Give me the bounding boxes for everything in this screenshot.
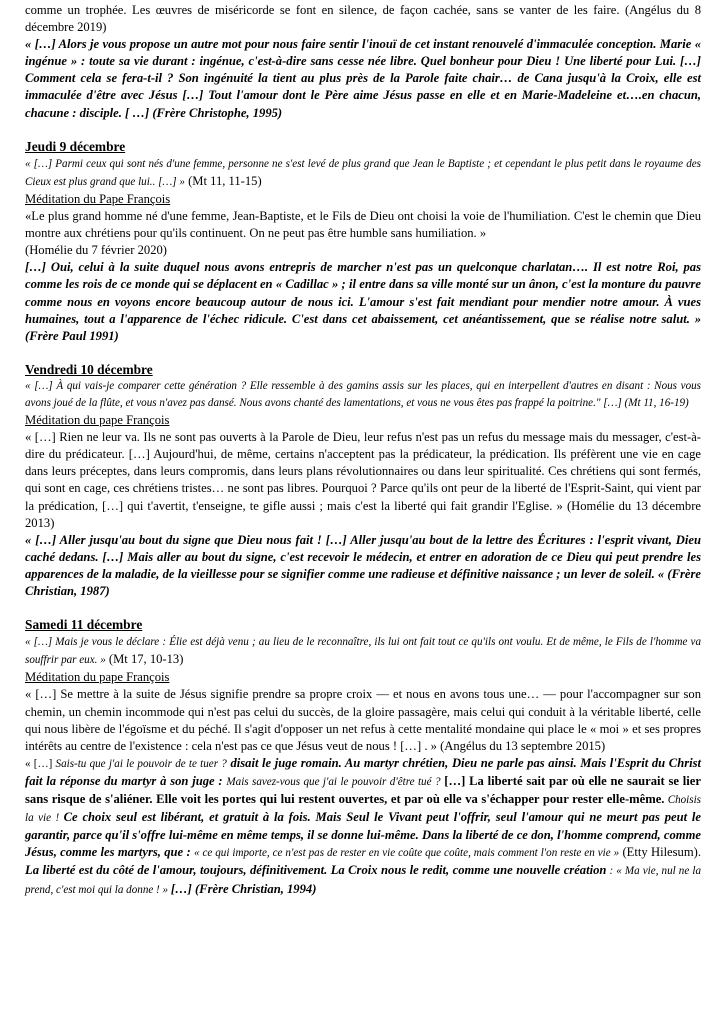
etty-reference: (Etty Hilesum). (619, 845, 701, 860)
meditation-label: Méditation du pape François (25, 670, 170, 685)
gospel-text: « […] Parmi ceux qui sont nés d'une femme, personne ne s'est levé de plus grand que Jean le Baptiste ; et cependant le plus petit dans le royaume des Cieux est plus grand que lui.. […] » (25, 157, 701, 188)
section-jeudi (25, 138, 701, 345)
gospel-reference: (Mt 17, 10-13) (105, 652, 184, 667)
pope-quote-reference: (Homélie du 7 février 2020) (25, 243, 167, 258)
gospel-excerpt (25, 633, 701, 669)
spacer (25, 345, 701, 361)
section-samedi (25, 616, 701, 899)
brother-quote (25, 755, 701, 899)
brother-quote: […] Oui, celui à la suite duquel nous avons entrepris de marcher n'est pas un quelconque charlatan…. Il est notre Roi, pas comme les rois de ce monde qui se déplacent en « Cadillac » ; il entre dans sa ville monté sur un ânon, c'est la monture du pauvre comme nous en voyons encore beaucoup autour de nous ici. L'amour s'est fait mendiant pour mendier notre amour. À vues humaines, tout a l'apparence de l'échec ridicule. C'est dans cet abaissement, cet anéantissement, que se réalise notre salut. » (Frère Paul 1991) (25, 260, 701, 343)
gospel-text: « […] Mais je vous le déclare : Élie est déjà venu ; au lieu de le reconnaître, ils lui ont fait tout ce qu'ils ont voulu. Et de même, le Fils de l'homme va souffrir par eux. » (25, 636, 701, 667)
martyr-answer: Mais savez-vous que j'ai le pouvoir d'être tué ? (226, 775, 441, 788)
brother-text: La liberté sait par où elle ne saurait se lier sans risque de s'aliéner. Elle voit les portes qui lui restent ouvertes, et par où elle va s'échapper pour rester elle-même. (25, 773, 701, 807)
brother-text: Ce choix seul est libérant, et gratuit à la fois. Mais Seul le Vivant peut l'offrir, seul l'amour qui ne meurt pas peut le garantir, parce qu'il s'offre lui-même en même temps, il se donne lui-même. Dans la liberté de ce don, l'homme comprend, comme Jésus, comme les martyrs, que : (25, 810, 701, 860)
pope-quote: « […] Se mettre à la suite de Jésus signifie prendre sa propre croix — et nous en avons tous une… — pour l'accompagner sur son chemin, un chemin incommode qui n'est pas celui du succès, de la gloire passagère, mais celui qui conduit à la véritable liberté, celle qui nous libère de l'égoïsme et du péché. Il s'agit d'opposer un net refus à cette mentalité mondaine qui place le « moi » et ses propres intérêts au centre de l'existence : cela n'est pas ce que Jésus veut de nous ! […] . » (Angélus du 13 septembre 2015) (25, 687, 701, 753)
day-heading: Jeudi 9 décembre (25, 138, 126, 154)
day-heading: Vendredi 10 décembre (25, 361, 153, 377)
pope-quote: «Le plus grand homme né d'une femme, Jean-Baptiste, et le Fils de Dieu ont choisi la voie de l'humiliation. C'est le chemin que Dieu montre aux chrétiens pour qu'ils continuent. On ne peut pas être humble sans humiliation. » (25, 209, 701, 241)
spacer (25, 122, 701, 138)
meditation-label: Méditation du Pape François (25, 191, 171, 206)
section-vendredi (25, 361, 701, 600)
gospel-citation: : « Ma vie, nul ne la prend, c'est moi qui la donne ! » (25, 865, 701, 896)
intro-brother-quote: « […] Alors je vous propose un autre mot pour nous faire sentir l'inouï de cet instant renouvelé d'immaculée conception. Marie « ingénue » : toute sa vie durant : ingénue, c'est-à-dire sans cesse née libre. Quel bonheur pour Dieu ! Une liberté pour Lui. […] Comment cela se fera-t-il ? Son ingénuité la tient au plus près de la Parole faite chair… de Cana jusqu'à la Croix, elle est immaculée d'être avec Jésus […] Tout l'amour dont le Père aime Jésus passe en elle et en Marie-Madeleine et….en chacun, chacune : disciple. [ …] (Frère Christophe, 1995) (25, 37, 701, 120)
etty-quote: « ce qui importe, ce n'est pas de rester en vie coûte que coûte, mais comment l'on reste en vie » (193, 847, 620, 860)
brother-quote: « […] Aller jusqu'au bout du signe que Dieu nous fait ! […] Aller jusqu'au bout de la lettre des Écritures : l'esprit vivant, Dieu caché dedans. […] Mais aller au bout du signe, c'est recevoir le médecin, et entrer en adoration de ce Dieu qui peut prendre les apparences de la maladie, de la vieillesse pour se signifier comme une radieuse et définitive naissance ; un lever de soleil. « (Frère Christian, 1987) (25, 532, 701, 598)
choose-life: Choisis la vie ! (25, 794, 701, 825)
pope-quote: « […] Rien ne leur va. Ils ne sont pas ouverts à la Parole de Dieu, leur refus n'est pas un refus du message mais du messager, c'est-à-dire du prédicateur. […] Aujourd'hui, de même, certains n'acceptent pas la prédicateur, la prédication. Ils préfèrent une vie en cage dans leurs préceptes, dans leurs compromis, dans leurs plans révolutionnaires ou dans leur spiritualité. Ces chrétiens qui sont fermés, qui sont en cage, ces chrétiens tristes… ne sont pas libres. Pourquoi ? Parce qu'ils ont peur de la liberté de l'Esprit-Saint, qui vient par la prédication, […] qui t'avertit, t'enseigne, te gifle aussi ; mais c'est la liberté qui fait grandir l'Eglise. » (Homélie du 13 décembre 2013) (25, 430, 701, 530)
intro-paragraph: comme un trophée. Les œuvres de miséricorde se font en silence, de façon cachée, sans se vanter de les faire. (Angélus du 8 décembre 2019) (25, 3, 701, 35)
brother-text: disait le juge romain. Au martyr chrétien, Dieu ne parle pas ainsi. Mais l'Esprit du Christ fait la réponse du martyr à son juge : (25, 755, 701, 788)
gospel-excerpt (25, 155, 701, 191)
ellipsis: […] (440, 773, 470, 788)
judge-question: Sais-tu que j'ai le pouvoir de te tuer ? (55, 757, 227, 770)
brother-text: La liberté est du côté de l'amour, toujours, définitivement. La Croix nous le redit, comme une nouvelle création (25, 863, 607, 878)
document-page (25, 2, 701, 899)
brother-signature: […] (Frère Christian, 1994) (170, 881, 317, 896)
gospel-excerpt: « […] À qui vais-je comparer cette génération ? Elle ressemble à des gamins assis sur les places, qui en interpellent d'autres en disant : Nous vous avons joué de la flûte, et vous n'avez pas dansé. Nous avons chanté des lamentations, et vous ne vous êtes pas frappé la poitrine." […] (Mt 11, 16-19) (25, 379, 701, 409)
meditation-label: Méditation du pape François (25, 413, 170, 428)
spacer (25, 600, 701, 616)
gospel-reference: (Mt 11, 11-15) (184, 173, 262, 188)
quote-open: « […] (25, 757, 56, 770)
day-heading: Samedi 11 décembre (25, 617, 143, 633)
